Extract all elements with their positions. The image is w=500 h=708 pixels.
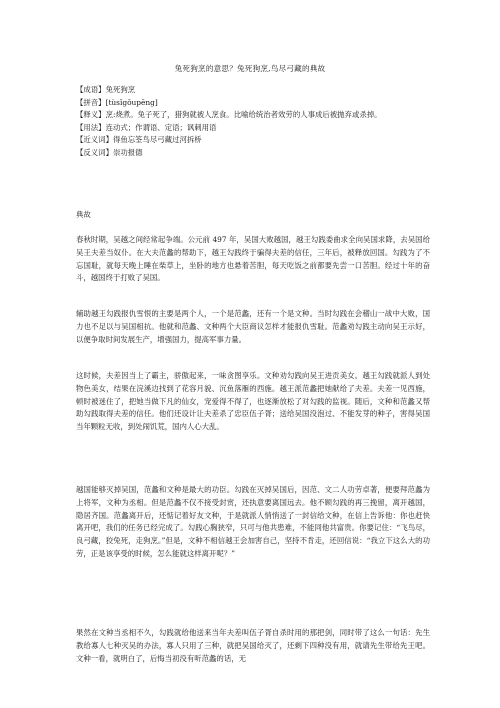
story-paragraph-4 (76, 484, 430, 561)
story-paragraph-2 (76, 308, 430, 346)
story-paragraph-3 (76, 370, 430, 434)
entry-usage: 【用法】连动式；作谓语、定语；讽刺用语 (76, 122, 217, 132)
story-paragraph-5 (76, 627, 430, 665)
paragraph-text: 这时候，夫差因当上了霸主，骄傲起来，一味贪图享乐。文种劝勾践向吴王进贡美女。越王勾践就派人到处物色美女，结果在浣溪边找到了花容月貌、沉鱼落雁的西施。越王派范蠡把她献给了夫差。夫差一见西施，顿时被迷住了，把她当做下凡的仙女，宠爱得不得了，也逐渐放松了对勾践的监视。随后，文种和范蠡又帮助勾践取得夫差的信任。他们还设计让夫差杀了忠臣伍子胥；送给吴国没泡过、不能发芽的种子，害得吴国当年颗粒无收，到处闹饥荒，国内人心大乱。 (76, 371, 430, 432)
entry-meaning: 【释义】烹:烧煮。兔子死了，猎狗就被人烹食。比喻给统治者效劳的人事成后被抛弃或杀掉。 (76, 110, 382, 120)
entry-idiom: 【成语】兔死狗烹 (76, 85, 136, 94)
paragraph-text: 果然在文种当丞相不久，勾践就给他送来当年夫差叫伍子胥自杀时用的那把剑，同时带了这么一句话：先生教给寡人七种灭吴的办法，寡人只用了三种，就把吴国给灭了，还剩下四种没有用，就请先生带给先王吧。文种一看，就明白了，后悔当初没有听范蠡的话，无 (76, 628, 430, 663)
definition-block (76, 84, 430, 160)
story-paragraph-1 (76, 234, 430, 285)
document-title: 兔死狗烹的意思？兔死狗烹,鸟尽弓藏的典故 (174, 64, 326, 73)
entry-pinyin: 【拼音】[tùsǐgǒupēng] (76, 97, 158, 107)
section-heading: 典故 (76, 210, 91, 219)
paragraph-text: 越国能够灭掉吴国，范蠡和文种是最大的功臣。勾践在灭掉吴国后，因范、文二人功劳卓著，便要拜范蠡为上将军，文种为丞相。但是范蠡不仅不接受封赏，还执意要离国远去。他不顾勾践的再三挽留，离开越国，隐居齐国。范蠡离开后，还惦记着好友文种，于是就派人悄悄送了一封信给文种，在信上告诉他：你也赶快离开吧，我们的任务已经完成了。勾践心胸狭窄，只可与他共患难，不能同他共富贵。你要记住：“飞鸟尽，良弓藏，狡兔死，走狗烹。”但是，文种不相信越王会加害自己，坚持不肯走，还回信说：“我立下这么大的功劳，正是该享受的时候，怎么能就这样离开呢？” (76, 485, 430, 558)
entry-synonyms: 【近义词】得鱼忘筌鸟尽弓藏过河拆桥 (76, 135, 202, 145)
paragraph-text: 春秋时期，吴越之间经常起争端。公元前 497 年，吴国大败越国，越王勾践委曲求全向吴国求降，去吴国给吴王夫差当奴仆。在大夫范蠡的帮助下，越王勾践终于骗得夫差的信任，三年后，被释放回国。勾践为了不忘国耻，就每天晚上睡在柴草上，坐卧的地方也悬着苦胆，每天吃饭之前都要先尝一口苦胆。经过十年的奋斗，越国终于打败了吴国。 (76, 235, 430, 283)
entry-antonyms: 【反义词】崇功报德 (76, 147, 143, 157)
paragraph-text: 辅助越王勾践报仇雪恨的主要是两个人，一个是范蠡，还有一个是文种。当时勾践在会稽山一战中大败，国力也不足以与吴国相抗。他就和范蠡、文种两个大臣商议怎样才能报仇雪耻。范蠡劝勾践主动向吴王示好，以便争取时间发展生产，增强国力，提高军事力量。 (76, 309, 430, 344)
